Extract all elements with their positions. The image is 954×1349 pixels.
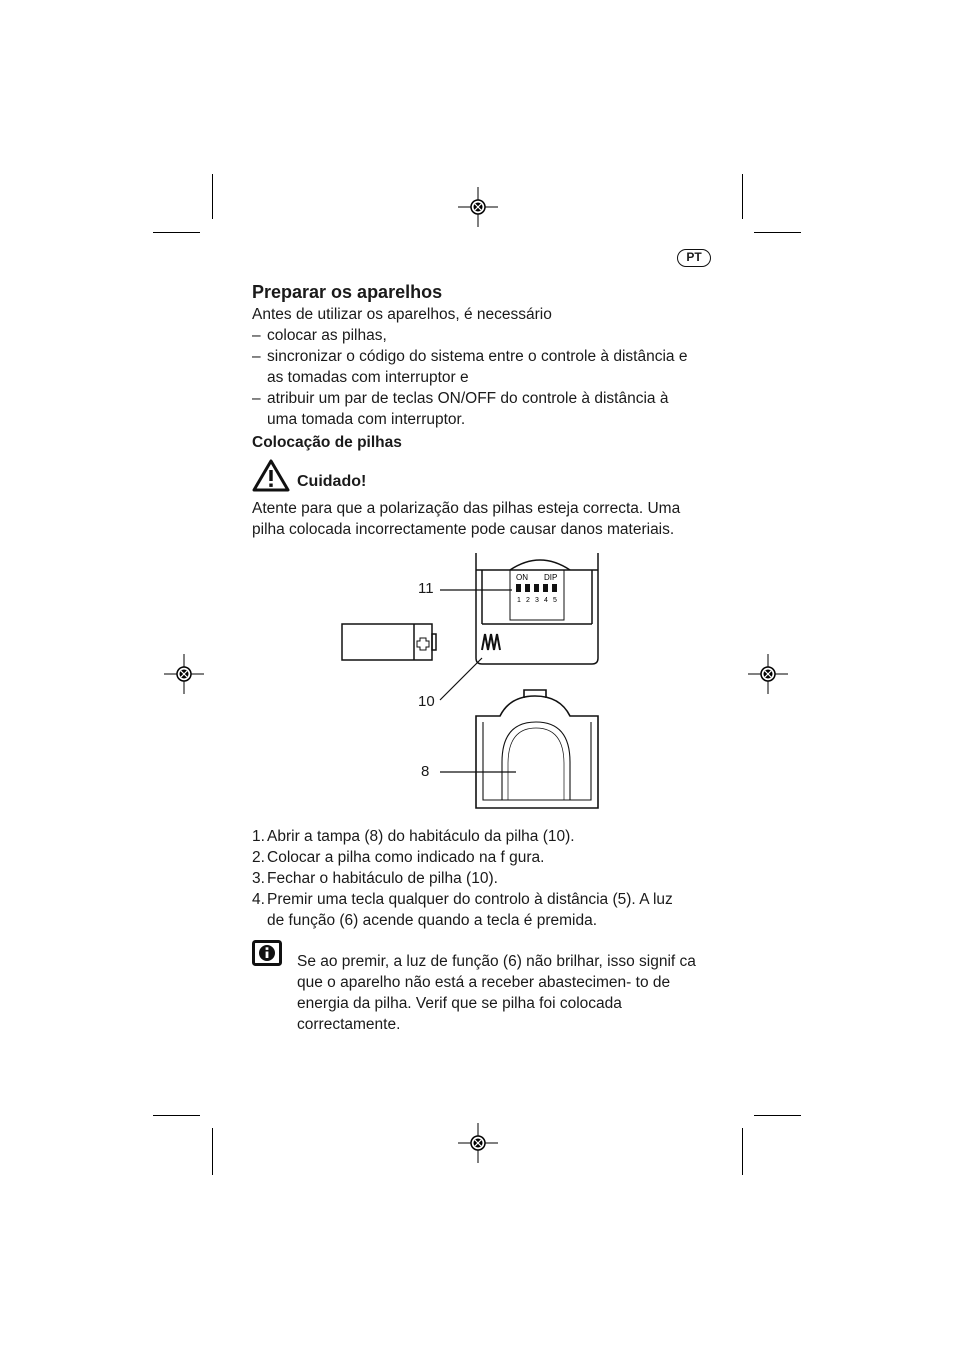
step-number: 1. [252, 828, 265, 845]
step-text: Premir uma tecla qualquer do controlo à distância (5). A luz de função (6) acende quando a tecla é premida. [267, 891, 673, 929]
battery-cover [476, 690, 598, 808]
subsection-title: Colocação de pilhas [252, 434, 402, 451]
crop-mark [212, 174, 213, 219]
list-dash: – [252, 390, 261, 407]
crop-mark [754, 1115, 801, 1116]
dip-on-label: ON [516, 573, 528, 582]
warning-text: Atente para que a polarização das pilhas esteja correcta. Uma pilha colocada incorrectamente pode causar danos materiais. [252, 500, 681, 538]
figure-label-cover: 8 [421, 763, 430, 780]
dip-label: DIP [544, 573, 558, 582]
language-badge: PT [677, 249, 711, 267]
list-item [252, 889, 687, 931]
dip-number: 2 [526, 597, 530, 604]
dip-number: 1 [517, 597, 521, 604]
dip-number: 4 [544, 597, 548, 604]
list-dash: – [252, 327, 261, 344]
crop-mark [742, 174, 743, 219]
list-item [252, 826, 702, 847]
dip-number: 3 [535, 597, 539, 604]
list-item-text: colocar as pilhas, [267, 327, 387, 344]
battery-icon [342, 624, 436, 660]
warning-icon [252, 459, 290, 492]
info-icon [252, 940, 282, 966]
crop-mark [212, 1128, 213, 1175]
list-dash: – [252, 348, 261, 365]
info-text: Se ao premir, a luz de função (6) não brilhar, isso signif ca que o aparelho não está a receber abastecimen- to de energia da pilha. Verif que se pilha foi colocada correctamente. [297, 953, 696, 1033]
figure-label-compartment: 10 [418, 693, 435, 710]
list-item [252, 847, 702, 868]
crop-mark [754, 232, 801, 233]
dip-number: 5 [553, 597, 557, 604]
registration-mark-icon [164, 654, 204, 694]
crop-mark [742, 1128, 743, 1175]
figure-label-switch: 11 [418, 580, 434, 597]
list-item [252, 388, 682, 430]
battery-figure [330, 550, 620, 815]
warning-label: Cuidado! [297, 473, 367, 490]
list-item [252, 325, 702, 346]
step-list [252, 826, 702, 931]
registration-mark-icon [458, 187, 498, 227]
crop-mark [153, 1115, 200, 1116]
list-item [252, 346, 697, 388]
spring-icon [482, 634, 500, 650]
section-title: Preparar os aparelhos [252, 282, 443, 302]
step-text: Abrir a tampa (8) do habitáculo da pilha (10). [267, 828, 575, 845]
list-item-text: sincronizar o código do sistema entre o controle à distância e as tomadas com interruptor e [267, 348, 688, 386]
list-item-text: atribuir um par de teclas ON/OFF do controle à distância à uma tomada com interruptor. [267, 390, 669, 428]
step-text: Fechar o habitáculo de pilha (10). [267, 870, 498, 887]
crop-mark [153, 232, 200, 233]
section-intro: Antes de utilizar os aparelhos, é necessário [252, 306, 552, 323]
registration-mark-icon [458, 1123, 498, 1163]
registration-mark-icon [748, 654, 788, 694]
step-text: Colocar a pilha como indicado na f gura. [267, 849, 545, 866]
step-number: 4. [252, 891, 265, 908]
step-number: 3. [252, 870, 265, 887]
step-number: 2. [252, 849, 265, 866]
list-item [252, 868, 702, 889]
